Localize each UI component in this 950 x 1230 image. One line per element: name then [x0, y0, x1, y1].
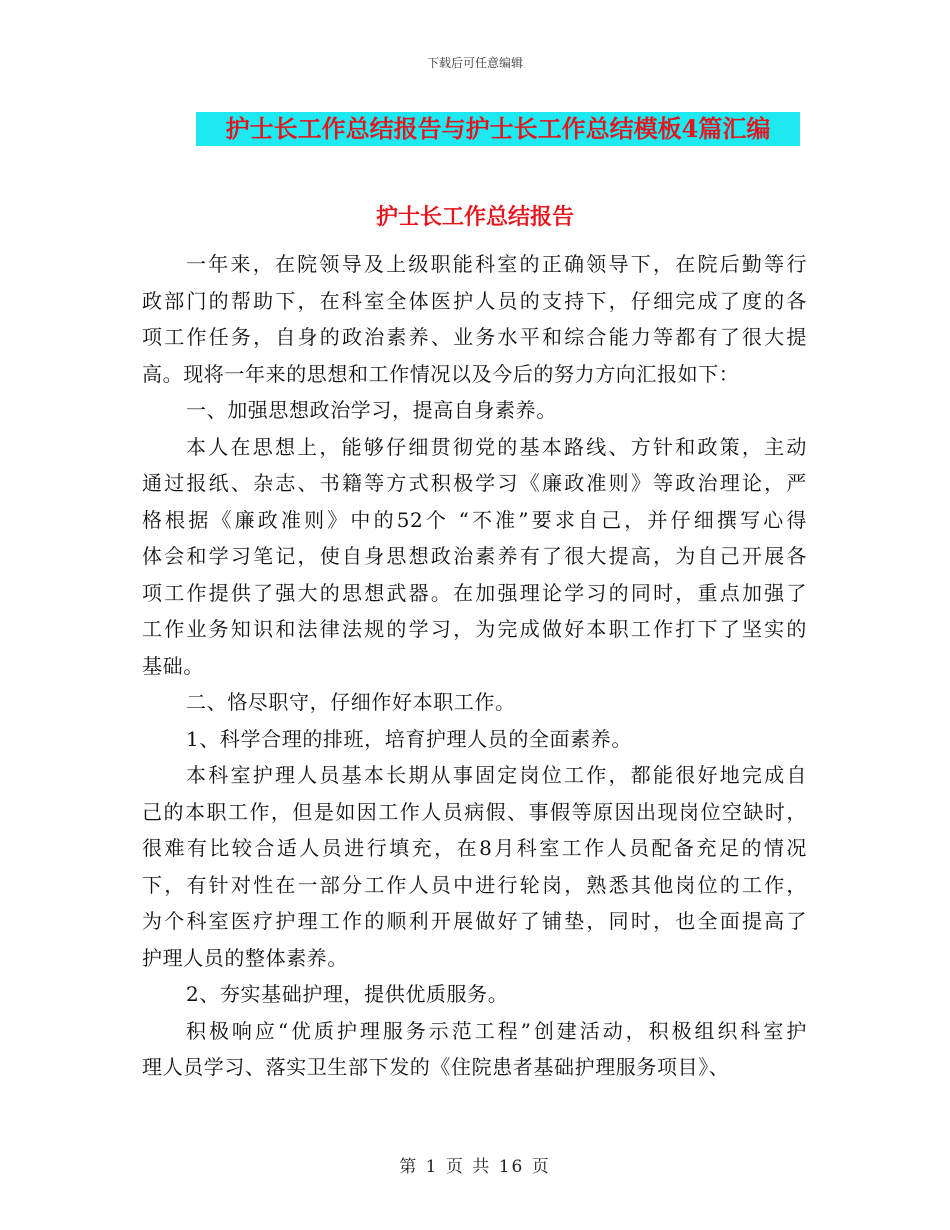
section-title: 护士长工作总结报告 — [375, 204, 574, 230]
body-line: 下，有针对性在一部分工作人员中进行轮岗，熟悉其他岗位的工作， — [142, 872, 807, 897]
body-line: 格根据《廉政准则》中的52个 “不准”要求自己，并仔细撰写心得 — [142, 507, 807, 532]
body-line: 己的本职工作，但是如因工作人员病假、事假等原因出现岗位空缺时， — [142, 799, 807, 824]
body-line: 1、科学合理的排班，培育护理人员的全面素养。 — [186, 726, 632, 751]
body-line: 体会和学习笔记，使自身思想政治素养有了很大提高，为自己开展各 — [142, 544, 807, 568]
body-text — [142, 246, 807, 1086]
main-title-highlight — [196, 112, 800, 146]
body-line: 一年来，在院领导及上级职能科室的正确领导下，在院后勤等行 — [186, 252, 807, 276]
body-line: 高。现将一年来的思想和工作情况以及今后的努力方向汇报如下： — [142, 361, 740, 386]
body-line: 基础。 — [142, 653, 204, 678]
body-line: 项工作任务，自身的政治素养、业务水平和综合能力等都有了很大提 — [142, 325, 807, 349]
body-line: 本人在思想上，能够仔细贯彻党的基本路线、方针和政策，主动 — [186, 434, 807, 459]
body-line: 很难有比较合适人员进行填充，在8月科室工作人员配备充足的情况 — [142, 836, 807, 860]
header-note: 下载后可任意编辑 — [426, 56, 523, 70]
body-line: 项工作提供了强大的思想武器。在加强理论学习的同时，重点加强了 — [142, 580, 807, 605]
body-line: 2、夯实基础护理，提供优质服务。 — [186, 982, 509, 1006]
body-line: 二、恪尽职守，仔细作好本职工作。 — [186, 690, 516, 714]
main-title: 护士长工作总结报告与护士长工作总结模板4篇汇编 — [225, 114, 771, 143]
body-line: 理人员学习、落实卫生部下发的《住院患者基础护理服务项目》、 — [142, 1055, 730, 1079]
body-line: 政部门的帮助下，在科室全体医护人员的支持下，仔细完成了度的各 — [142, 288, 807, 313]
body-line: 护理人员的整体素养。 — [142, 945, 348, 970]
body-line: 工作业务知识和法律法规的学习，为完成做好本职工作打下了坚实的 — [142, 617, 807, 641]
body-line: 积极响应“优质护理服务示范工程”创建活动，积极组织科室护 — [186, 1018, 807, 1043]
page-footer: 第 1 页 共 16 页 — [399, 1157, 551, 1177]
body-line: 为个科室医疗护理工作的顺利开展做好了铺垫，同时，也全面提高了 — [142, 909, 807, 933]
body-line: 一、加强思想政治学习，提高自身素养。 — [186, 398, 557, 422]
body-line: 本科室护理人员基本长期从事固定岗位工作，都能很好地完成自 — [186, 763, 807, 787]
body-line: 通过报纸、杂志、书籍等方式积极学习《廉政准则》等政治理论，严 — [142, 471, 807, 495]
